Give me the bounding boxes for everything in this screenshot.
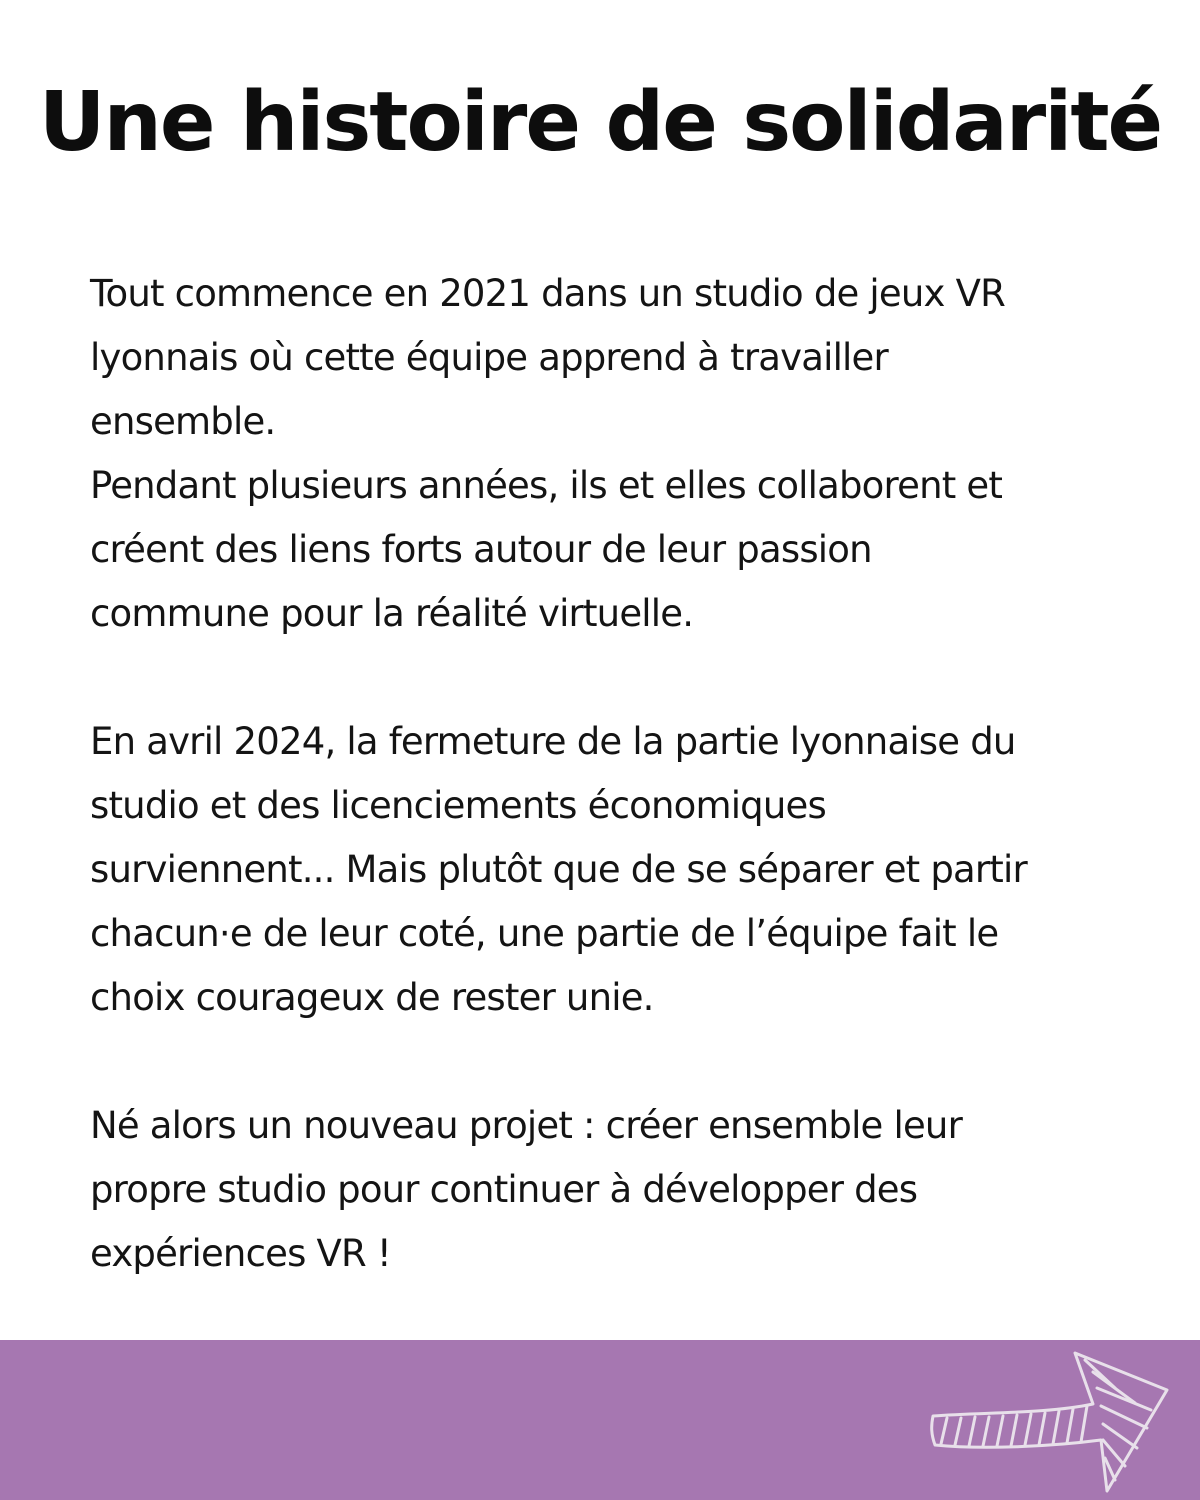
paragraph-gap: [90, 646, 1130, 710]
paragraph-line: Tout commence en 2021 dans un studio de jeux VR: [90, 272, 1006, 315]
paragraph-line: surviennent... Mais plutôt que de se séparer et partir: [90, 848, 1027, 891]
paragraph-line: ensemble.: [90, 400, 276, 443]
paragraph-line: studio et des licenciements économiques: [90, 784, 826, 827]
paragraph-line: Pendant plusieurs années, ils et elles collaborent et: [90, 464, 1003, 507]
paragraph-line: propre studio pour continuer à développer des: [90, 1168, 918, 1211]
paragraph-line: Né alors un nouveau projet : créer ensemble leur: [90, 1104, 962, 1147]
paragraph-line: choix courageux de rester unie.: [90, 976, 654, 1019]
hand-drawn-arrow-right-icon[interactable]: [925, 1348, 1175, 1498]
paragraph-gap: [90, 1030, 1130, 1094]
page-title: Une histoire de solidarité: [38, 75, 1162, 170]
paragraph-line: lyonnais où cette équipe apprend à travailler: [90, 336, 888, 379]
paragraph-line: créent des liens forts autour de leur passion: [90, 528, 872, 571]
paragraph-line: chacun·e de leur coté, une partie de l’équipe fait le: [90, 912, 999, 955]
story-text: [90, 262, 1130, 1286]
paragraph-line: commune pour la réalité virtuelle.: [90, 592, 694, 635]
paragraph-line: expériences VR !: [90, 1232, 391, 1275]
paragraph-line: En avril 2024, la fermeture de la partie lyonnaise du: [90, 720, 1016, 763]
